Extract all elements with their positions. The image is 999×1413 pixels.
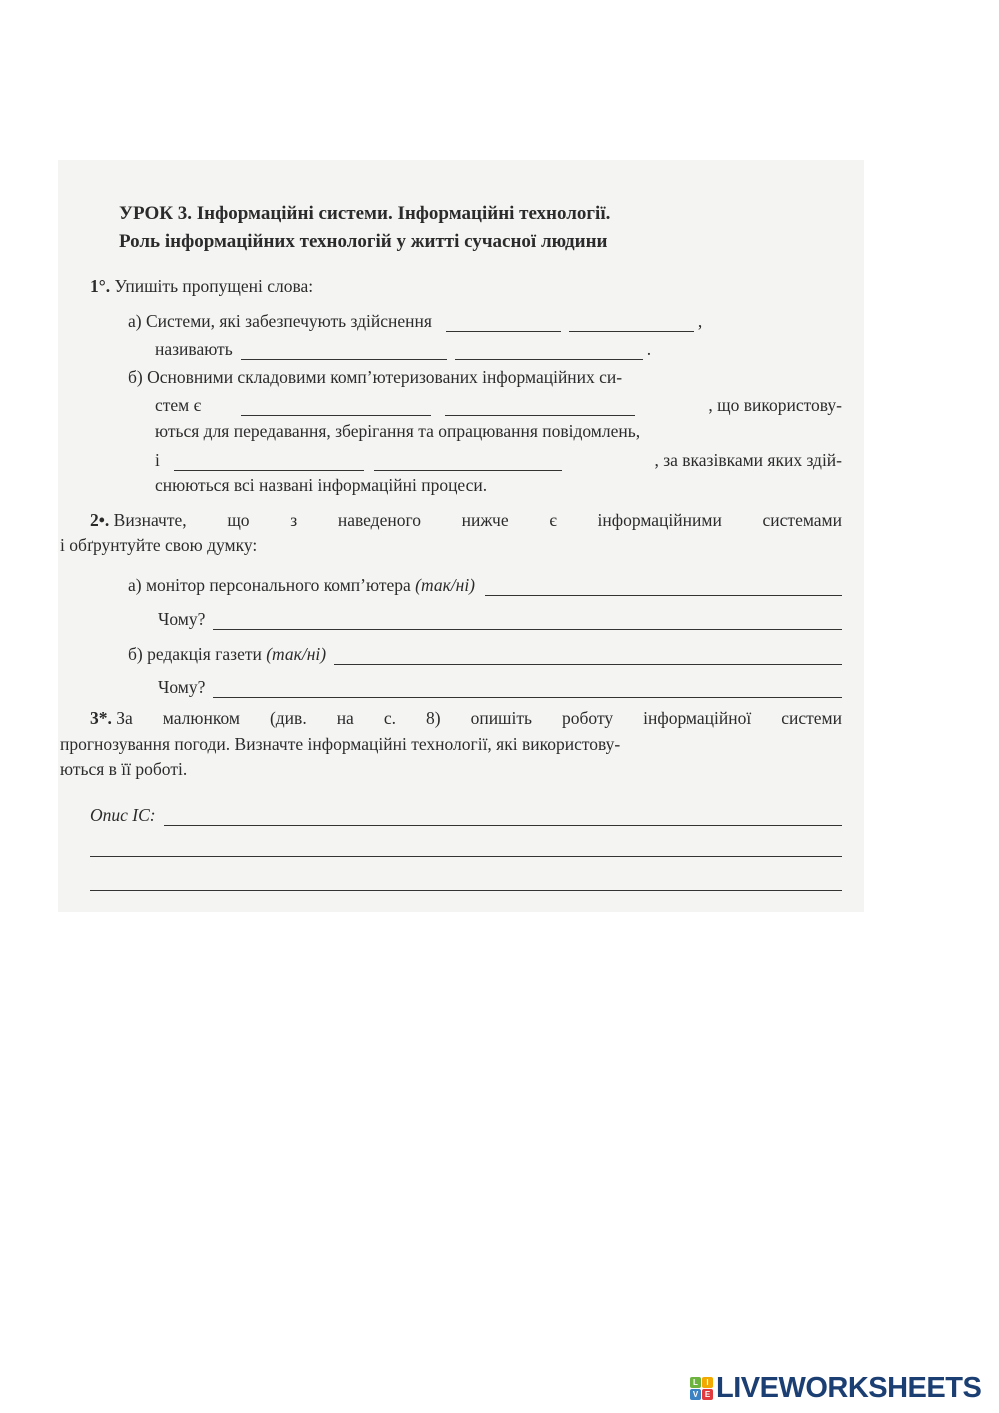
blank-1a-4[interactable] [455, 341, 643, 360]
task3-line2 [90, 838, 842, 857]
task1-a-text: а) Системи, які забезпечують здійснення [128, 311, 432, 331]
logo-tile: V [690, 1389, 701, 1400]
task3-line3 [90, 872, 842, 891]
logo-tiles-icon [690, 1377, 713, 1400]
task1-b-end: , що використову- [708, 395, 842, 415]
task2-a-text: а) монітор персонального комп’ютера [128, 575, 411, 595]
task1-a-cont: називають [155, 339, 233, 359]
task2-a [128, 574, 842, 596]
task2-b [128, 643, 842, 665]
task2-prompt-line1: Визначте, що з наведеного нижче є інформаційними системами [113, 510, 842, 530]
blank-1b-1[interactable] [241, 397, 431, 416]
blank-1a-1[interactable] [446, 313, 561, 332]
blank-1b-2[interactable] [445, 397, 635, 416]
task1-header [90, 275, 313, 297]
task3-header [90, 707, 842, 729]
liveworksheets-logo [690, 1372, 981, 1405]
task1-b-line5: снюються всі названі інформаційні процеси. [155, 475, 488, 495]
task3-description [90, 804, 842, 826]
blank-2b-why[interactable] [213, 679, 842, 698]
task3-prompt-line3: ються в її роботі. [60, 759, 188, 779]
task1-b-i: і [155, 450, 160, 470]
task1-a-end: . [646, 339, 652, 359]
task2-b-text: б) редакція газети [128, 644, 262, 664]
task2-b-why [158, 676, 842, 698]
task1-b-line4-end: , за вказівками яких здій- [654, 450, 842, 470]
task1-a-line2 [155, 338, 651, 360]
task3-prompt-line1: За малюнком (див. на с. 8) опишіть роботу інформаційної системи [116, 708, 842, 728]
task3-prompt-line2: прогнозування погоди. Визначте інформаційні технології, які використову- [60, 734, 621, 754]
task2-a-why [158, 608, 842, 630]
task1-a-line1 [128, 310, 842, 332]
blank-3-line1[interactable] [164, 807, 842, 826]
logo-text: LIVEWORKSHEETS [716, 1372, 982, 1404]
blank-1b-3[interactable] [174, 452, 364, 471]
task1-prompt: Упишіть пропущені слова: [114, 276, 314, 296]
blank-1a-2[interactable] [569, 313, 694, 332]
task1-b-line4 [155, 449, 842, 471]
task2-header [90, 509, 842, 531]
blank-3-line3[interactable] [90, 872, 842, 891]
task2-b-yes-no: (так/ні) [266, 644, 327, 664]
blank-3-line2[interactable] [90, 838, 842, 857]
task2-prompt-line2: і обґрунтуйте свою думку: [60, 535, 258, 555]
task1-b-line1: б) Основними складовими комп’ютеризованих інформаційних си- [128, 367, 623, 387]
task1-number: 1°. [90, 276, 111, 296]
logo-tile: E [702, 1389, 713, 1400]
task1-a-comma: , [697, 311, 703, 331]
logo-tile: I [702, 1377, 713, 1388]
blank-2a-why[interactable] [213, 611, 842, 630]
task2-number: 2•. [90, 510, 110, 530]
blank-2a-answer[interactable] [485, 577, 842, 596]
blank-2b-answer[interactable] [334, 646, 842, 665]
task2-a-why-label: Чому? [158, 609, 206, 629]
task1-b-line3: ються для передавання, зберігання та опрацювання повідомлень, [155, 421, 641, 441]
logo-tile: L [690, 1377, 701, 1388]
lesson-title-line1: УРОК 3. Інформаційні системи. Інформаційні технології. [119, 203, 611, 224]
task2-b-why-label: Чому? [158, 677, 206, 697]
blank-1a-3[interactable] [241, 341, 447, 360]
blank-1b-4[interactable] [374, 452, 562, 471]
task2-a-yes-no: (так/ні) [415, 575, 476, 595]
task1-b-line2 [155, 394, 842, 416]
task1-b-start: стем є [155, 395, 202, 415]
lesson-title-line2: Роль інформаційних технологій у житті сучасної людини [119, 231, 608, 252]
task3-desc-label: Опис ІС: [90, 805, 156, 825]
task3-number: 3*. [90, 708, 112, 728]
